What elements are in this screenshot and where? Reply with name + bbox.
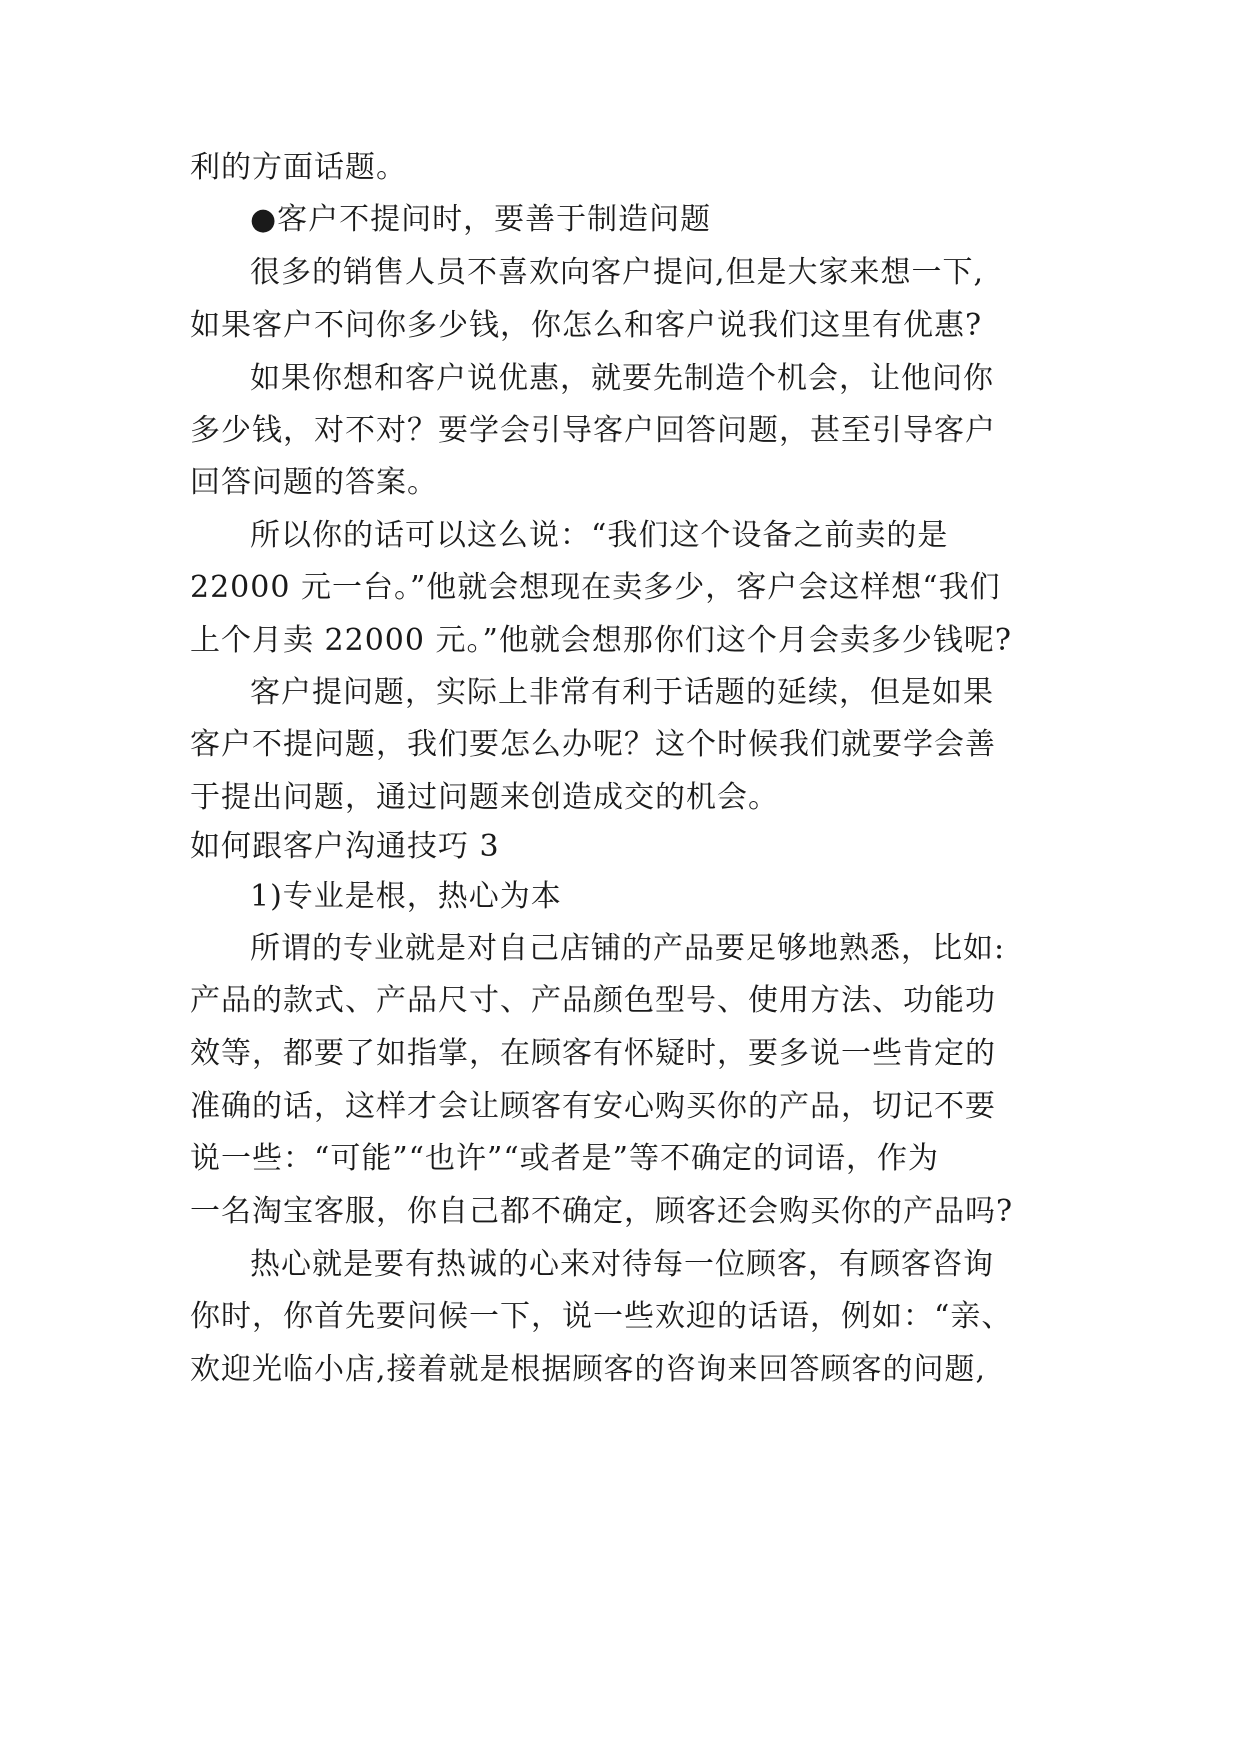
paragraph-line: 很多的销售人员不喜欢向客户提问,但是大家来想一下,	[250, 255, 985, 290]
paragraph-line: 多少钱，对不对？要学会引导客户回答问题，甚至引导客户	[190, 413, 996, 448]
paragraph-line: 热心就是要有热诚的心来对待每一位顾客，有顾客咨询	[250, 1247, 994, 1282]
paragraph-line: 你时，你首先要问候一下，说一些欢迎的话语，例如：“亲、	[190, 1299, 1013, 1334]
section-heading: 如何跟客户沟通技巧 3	[190, 829, 500, 864]
bullet-heading: ●客户不提问时，要善于制造问题	[250, 202, 712, 237]
paragraph-line: 说一些：“可能”“也许”“或者是”等不确定的词语，作为	[190, 1141, 940, 1176]
paragraph-line: 客户不提问题，我们要怎么办呢？这个时候我们就要学会善	[190, 727, 996, 762]
paragraph-line: 产品的款式、产品尺寸、产品颜色型号、使用方法、功能功	[190, 983, 996, 1018]
paragraph-line: 如果你想和客户说优惠，就要先制造个机会，让他问你	[250, 361, 994, 396]
paragraph-line: 准确的话，这样才会让顾客有安心购买你的产品，切记不要	[190, 1089, 996, 1124]
paragraph-line: 一名淘宝客服，你自己都不确定，顾客还会购买你的产品吗?	[190, 1194, 1014, 1229]
paragraph-line: 于提出问题，通过问题来创造成交的机会。	[190, 780, 779, 815]
paragraph-line: 利的方面话题。	[190, 150, 407, 185]
paragraph-line: 回答问题的答案。	[190, 465, 438, 500]
paragraph-line: 上个月卖 22000 元。”他就会想那你们这个月会卖多少钱呢?	[190, 623, 1012, 658]
paragraph-line: 效等，都要了如指掌，在顾客有怀疑时，要多说一些肯定的	[190, 1036, 996, 1071]
paragraph-line: 如果客户不问你多少钱，你怎么和客户说我们这里有优惠?	[190, 308, 983, 343]
paragraph-line: 所以你的话可以这么说：“我们这个设备之前卖的是	[250, 518, 949, 553]
paragraph-line: 所谓的专业就是对自己店铺的产品要足够地熟悉，比如:	[250, 931, 1006, 966]
subsection-heading: 1)专业是根，热心为本	[250, 879, 562, 914]
paragraph-line: 22000 元一台。”他就会想现在卖多少，客户会这样想“我们	[190, 570, 1001, 605]
paragraph-line: 客户提问题，实际上非常有利于话题的延续，但是如果	[250, 675, 994, 710]
paragraph-line: 欢迎光临小店,接着就是根据顾客的咨询来回答顾客的问题,	[190, 1352, 987, 1387]
